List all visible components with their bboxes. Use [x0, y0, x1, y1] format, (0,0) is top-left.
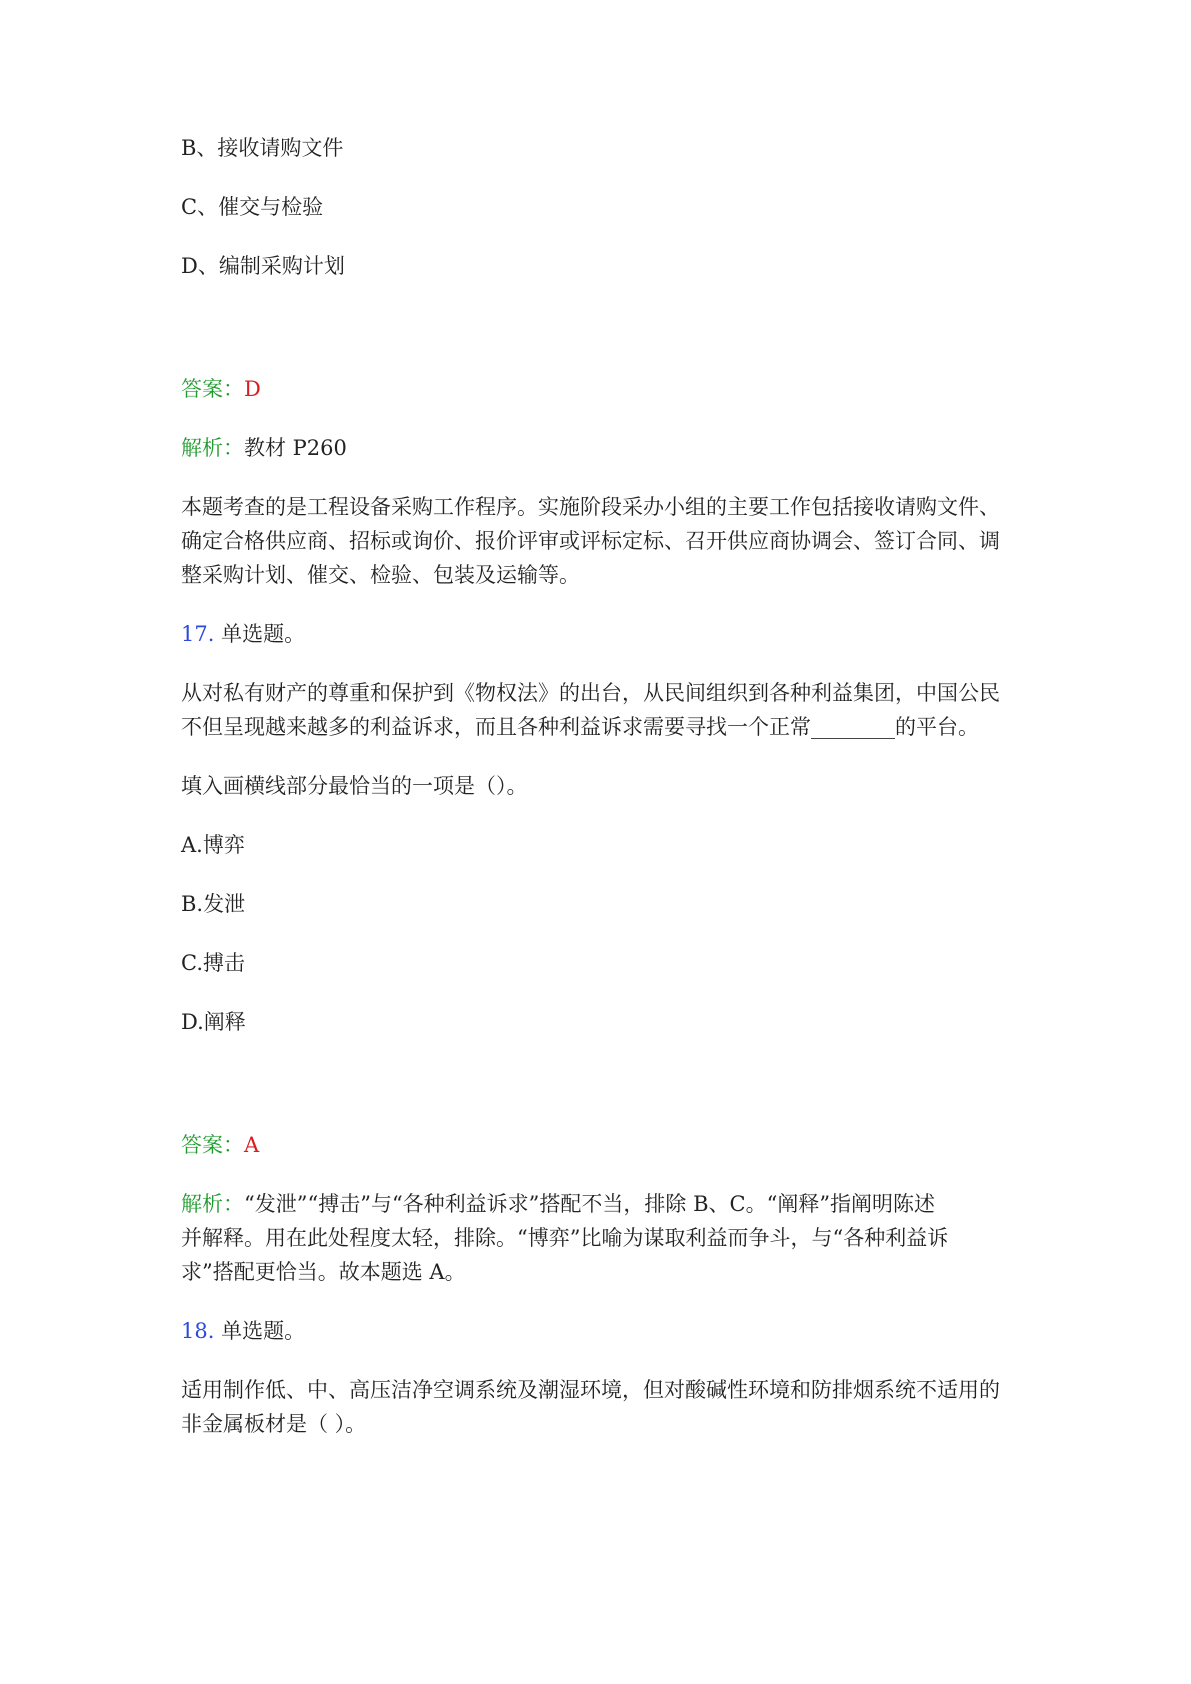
analysis-line [181, 1187, 935, 1221]
option-b: B、接收请购文件 [181, 136, 344, 160]
analysis-line [181, 431, 347, 465]
answer-value: D [244, 377, 261, 401]
analysis-text-line: 本题考查的是工程设备采购工作程序。实施阶段采办小组的主要工作包括接收请购文件、 [181, 495, 1000, 519]
question-number: 18. [181, 1319, 215, 1343]
option-d: D.阐释 [181, 1010, 246, 1034]
answer-line [181, 1128, 259, 1162]
option-c: C、催交与检验 [181, 195, 324, 219]
question-stem-line: 适用制作低、中、高压洁净空调系统及潮湿环境，但对酸碱性环境和防排烟系统不适用的 [181, 1378, 1000, 1402]
question-stem-line: 非金属板材是（ ）。 [181, 1412, 367, 1436]
option-a: A.博弈 [181, 833, 245, 857]
answer-label: 答案： [181, 1133, 244, 1157]
option-d: D、编制采购计划 [181, 254, 345, 278]
question-prompt: 填入画横线部分最恰当的一项是（）。 [181, 774, 528, 798]
answer-label: 答案： [181, 377, 244, 401]
analysis-text-line: 确定合格供应商、招标或询价、报价评审或评标定标、召开供应商协调会、签订合同、调 [181, 529, 1000, 553]
analysis-label: 解析： [181, 436, 244, 460]
analysis-text-line: 整采购计划、催交、检验、包装及运输等。 [181, 563, 580, 587]
question-stem-line: 不但呈现越来越多的利益诉求，而且各种利益诉求需要寻找一个正常________的平台。 [181, 715, 979, 739]
question-number: 17. [181, 622, 215, 646]
question-type: 单选题。 [221, 622, 306, 646]
analysis-reference: 教材 P260 [244, 436, 347, 460]
question-header [181, 1314, 305, 1348]
question-stem-line: 从对私有财产的尊重和保护到《物权法》的出台，从民间组织到各种利益集团，中国公民 [181, 681, 1000, 705]
analysis-text-line: 求”搭配更恰当。故本题选 A。 [181, 1260, 466, 1284]
answer-line [181, 372, 261, 406]
question-header [181, 617, 305, 651]
analysis-label: 解析： [181, 1192, 244, 1216]
question-type: 单选题。 [221, 1319, 306, 1343]
option-b: B.发泄 [181, 892, 246, 916]
answer-value: A [244, 1133, 260, 1157]
option-c: C.搏击 [181, 951, 245, 975]
analysis-text: “发泄”“搏击”与“各种利益诉求”搭配不当，排除 B、C。“阐释”指阐明陈述 [244, 1192, 936, 1216]
analysis-text-line: 并解释。用在此处程度太轻，排除。“博弈”比喻为谋取利益而争斗，与“各种利益诉 [181, 1226, 949, 1250]
